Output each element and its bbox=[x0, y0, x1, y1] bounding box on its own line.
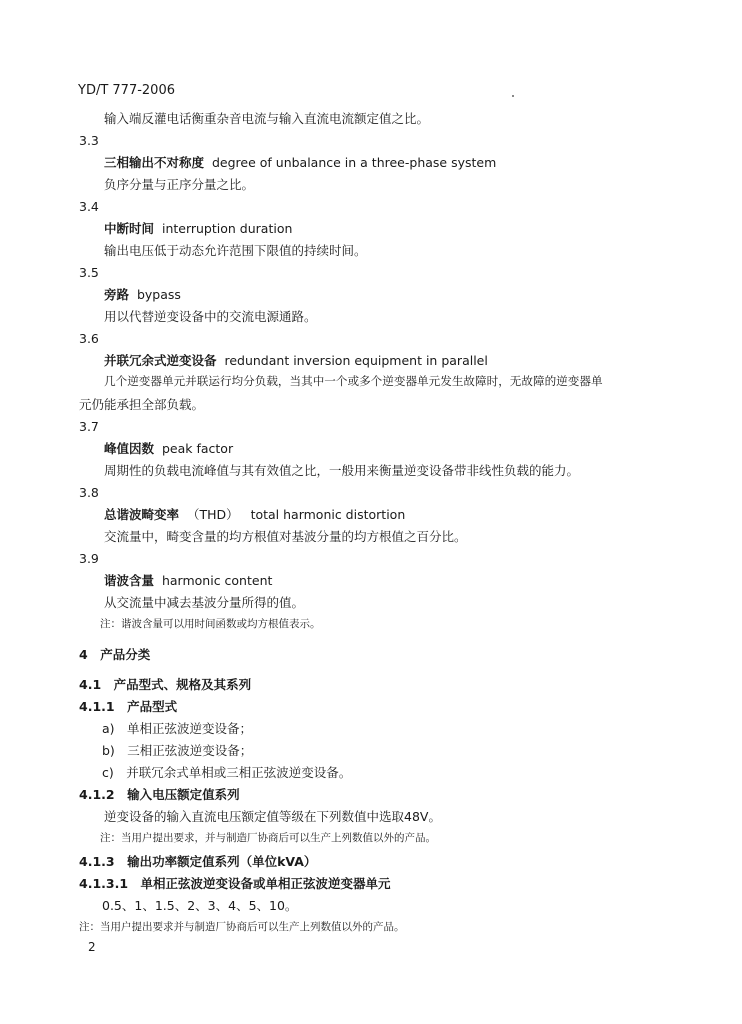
clause-number: 3.5 bbox=[79, 265, 99, 280]
term-en: total harmonic distortion bbox=[250, 507, 406, 522]
term-zh: 峰值因数 bbox=[104, 441, 155, 456]
term-en: bypass bbox=[136, 287, 181, 302]
list-item: b) 三相正弦波逆变设备； bbox=[102, 743, 253, 758]
clause-number: 3.7 bbox=[79, 419, 99, 434]
term-en: redundant inversion equipment in parallel bbox=[224, 353, 488, 368]
section-heading: 4.1.2 输入电压额定值系列 bbox=[79, 787, 240, 802]
section-heading: 4.1 产品型式、规格及其系列 bbox=[79, 677, 252, 692]
section-heading: 4.1.3.1 单相正弦波逆变设备或单相正弦波逆变器单元 bbox=[79, 876, 391, 891]
list-item: a) 单相正弦波逆变设备； bbox=[102, 721, 253, 736]
note: 注：当用户提出要求，并与制造厂协商后可以生产上列数值以外的产品。 bbox=[100, 832, 436, 844]
clause-number: 3.4 bbox=[79, 199, 99, 214]
scan-speck bbox=[512, 95, 514, 97]
clause-number: 3.6 bbox=[79, 331, 99, 346]
header-standard-code: YD/T 777-2006 bbox=[78, 83, 175, 98]
definition-line: 周期性的负载电流峰值与其有效值之比，一般用来衡量逆变设备带非线性负载的能力。 bbox=[104, 463, 580, 478]
definition-line: 用以代替逆变设备中的交流电源通路。 bbox=[104, 309, 317, 324]
term-zh: 总谐波畸变率 bbox=[104, 507, 180, 522]
term-zh: 并联冗余式逆变设备 bbox=[104, 353, 217, 368]
term-zh: 旁路 bbox=[104, 287, 130, 302]
note: 注：当用户提出要求并与制造厂协商后可以生产上列数值以外的产品。 bbox=[79, 921, 405, 933]
term-en: degree of unbalance in a three-phase system bbox=[211, 155, 497, 170]
definition-line: 负序分量与正序分量之比。 bbox=[104, 177, 255, 192]
term-heading bbox=[104, 573, 272, 588]
list-item: c) 并联冗余式单相或三相正弦波逆变设备。 bbox=[102, 765, 352, 780]
clause-number: 3.8 bbox=[79, 485, 99, 500]
definition-line: 几个逆变器单元并联运行均分负载，当其中一个或多个逆变器单元发生故障时，无故障的逆变器单 bbox=[104, 374, 603, 388]
definition-line: 从交流量中减去基波分量所得的值。 bbox=[104, 595, 305, 610]
term-heading bbox=[104, 221, 292, 236]
term-abbr: （THD） bbox=[186, 507, 239, 522]
definition-line: 元仍能承担全部负载。 bbox=[79, 397, 205, 412]
section-heading: 4.1.1 产品型式 bbox=[79, 699, 178, 714]
term-heading bbox=[104, 155, 496, 170]
page-number: 2 bbox=[88, 940, 96, 954]
term-heading bbox=[104, 287, 181, 302]
term-heading bbox=[104, 353, 488, 368]
section-heading: 4.1.3 输出功率额定值系列（单位kVA） bbox=[79, 854, 317, 869]
term-zh: 中断时间 bbox=[104, 221, 155, 236]
section-heading: 4 产品分类 bbox=[79, 647, 151, 662]
term-zh: 谐波含量 bbox=[104, 573, 155, 588]
value-list: 0.5、1、1.5、2、3、4、5、10。 bbox=[102, 898, 298, 913]
note: 注：谐波含量可以用时间函数或均方根值表示。 bbox=[100, 618, 321, 630]
clause-number: 3.9 bbox=[79, 551, 99, 566]
definition-line: 输入端反灌电话衡重杂音电流与输入直流电流额定值之比。 bbox=[104, 111, 430, 126]
definition-line: 交流量中，畸变含量的均方根值对基波分量的均方根值之百分比。 bbox=[104, 529, 467, 544]
clause-number: 3.3 bbox=[79, 133, 99, 148]
term-en: peak factor bbox=[161, 441, 234, 456]
definition-line: 输出电压低于动态允许范围下限值的持续时间。 bbox=[104, 243, 367, 258]
term-en: harmonic content bbox=[161, 573, 273, 588]
term-heading bbox=[104, 507, 405, 522]
term-heading bbox=[104, 441, 233, 456]
term-zh: 三相输出不对称度 bbox=[104, 155, 205, 170]
term-en: interruption duration bbox=[161, 221, 293, 236]
definition-line: 逆变设备的输入直流电压额定值等级在下列数值中选取48V。 bbox=[104, 809, 441, 824]
